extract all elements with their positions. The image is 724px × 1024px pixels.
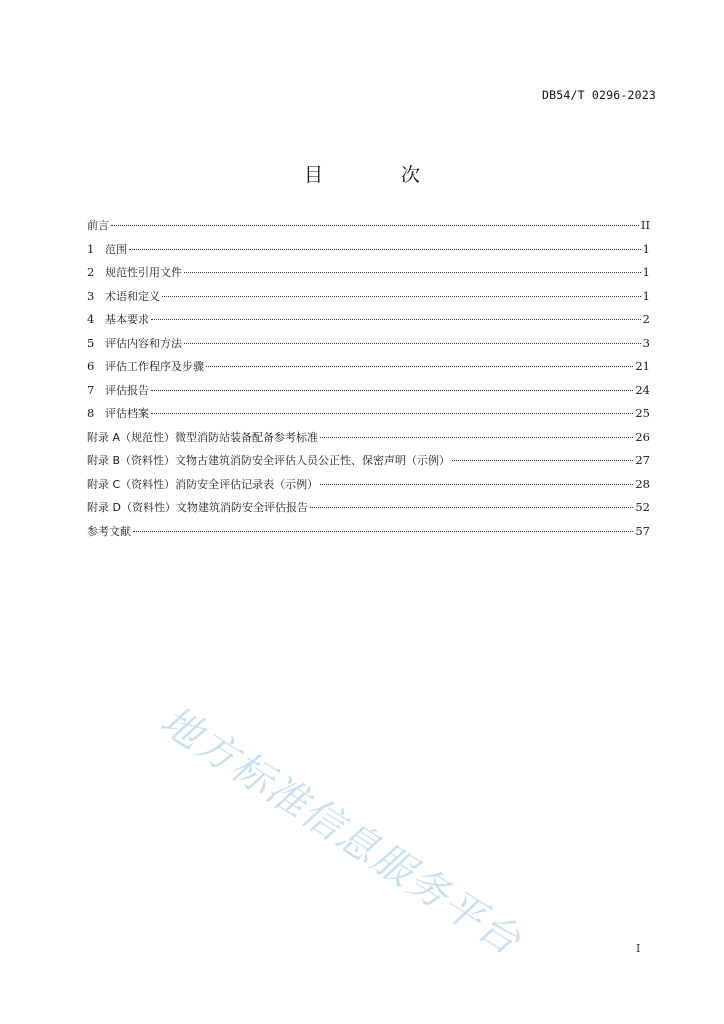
toc-dot-leader (320, 484, 633, 485)
toc-entry-label: 附录 C（资料性）消防安全评估记录表（示例） (87, 477, 319, 491)
toc-dot-leader (151, 413, 633, 414)
toc-entry[interactable] (87, 429, 650, 453)
toc-dot-leader (184, 343, 641, 344)
toc-entry-page: 21 (635, 359, 650, 373)
toc-dot-leader (133, 531, 633, 532)
toc-entry-label: 评估档案 (105, 407, 149, 420)
toc-entry-number: 1 (87, 241, 95, 256)
toc-entry[interactable] (87, 452, 650, 476)
toc-entry-page: 24 (635, 382, 650, 397)
toc-entry-page: 2 (642, 312, 650, 326)
toc-entry-label: 评估工作程序及步骤 (105, 360, 204, 373)
toc-entry[interactable] (87, 523, 650, 547)
toc-dot-leader (111, 225, 639, 226)
toc-title: 目 次 (303, 164, 457, 186)
toc-entry-number: 3 (87, 288, 95, 303)
toc-entry-number: 8 (87, 406, 95, 420)
toc-entry[interactable] (87, 217, 650, 241)
toc-dot-leader (184, 272, 641, 273)
toc-entry[interactable] (87, 311, 650, 335)
toc-entry-page: 25 (635, 406, 650, 420)
toc-entry-number: 5 (87, 335, 95, 350)
toc-entry[interactable] (87, 264, 650, 288)
toc-entry[interactable] (87, 241, 650, 265)
toc-entry-label: 附录 D（资料性）文物建筑消防安全评估报告 (87, 501, 308, 514)
toc-entry[interactable] (87, 499, 650, 523)
watermark: 地方标准信息服务平台 (152, 697, 530, 965)
toc-entry-page: 1 (642, 265, 650, 279)
toc-entry-page: 52 (635, 500, 650, 514)
toc-entry-page: II (640, 218, 650, 232)
toc-entry-label: 规范性引用文件 (105, 266, 182, 279)
toc-entry-page: 1 (642, 288, 650, 303)
toc-entry-label: 评估内容和方法 (105, 336, 182, 350)
toc-dot-leader (129, 249, 641, 250)
toc-dot-leader (320, 437, 633, 438)
toc-entry-label: 附录 B（资料性）文物古建筑消防安全评估人员公正性、保密声明（示例） (87, 454, 451, 467)
toc-entry-label: 附录 A（规范性）微型消防站装备配备参考标准 (87, 430, 319, 444)
toc-entry-number: 6 (87, 359, 95, 373)
toc-entry-label: 范围 (105, 242, 127, 256)
page-number: I (636, 942, 641, 955)
toc-entry-page: 26 (635, 429, 650, 444)
toc-entry-number: 4 (87, 312, 95, 326)
toc-entry-label: 基本要求 (105, 313, 149, 326)
toc-entry-page: 3 (642, 335, 650, 350)
toc-list (87, 217, 650, 546)
toc-entry[interactable] (87, 476, 650, 500)
toc-entry-page: 28 (635, 476, 650, 491)
toc-entry[interactable] (87, 382, 650, 406)
toc-dot-leader (310, 507, 633, 508)
toc-entry[interactable] (87, 358, 650, 382)
toc-entry-label: 前言 (87, 219, 109, 232)
toc-entry[interactable] (87, 405, 650, 429)
toc-entry[interactable] (87, 335, 650, 359)
toc-entry-number: 2 (87, 265, 95, 279)
toc-dot-leader (151, 390, 633, 391)
standard-code: DB54/T 0296-2023 (542, 88, 656, 102)
toc-entry-page: 1 (642, 241, 650, 256)
toc-dot-leader (206, 366, 633, 367)
toc-entry-number: 7 (87, 382, 95, 397)
toc-entry-page: 27 (635, 453, 650, 467)
toc-dot-leader (452, 460, 633, 461)
toc-entry[interactable] (87, 288, 650, 312)
toc-entry-label: 术语和定义 (105, 289, 160, 303)
toc-dot-leader (162, 296, 641, 297)
toc-dot-leader (151, 319, 641, 320)
toc-entry-label: 评估报告 (105, 383, 149, 397)
toc-entry-page: 57 (635, 523, 650, 538)
toc-entry-label: 参考文献 (87, 524, 131, 538)
